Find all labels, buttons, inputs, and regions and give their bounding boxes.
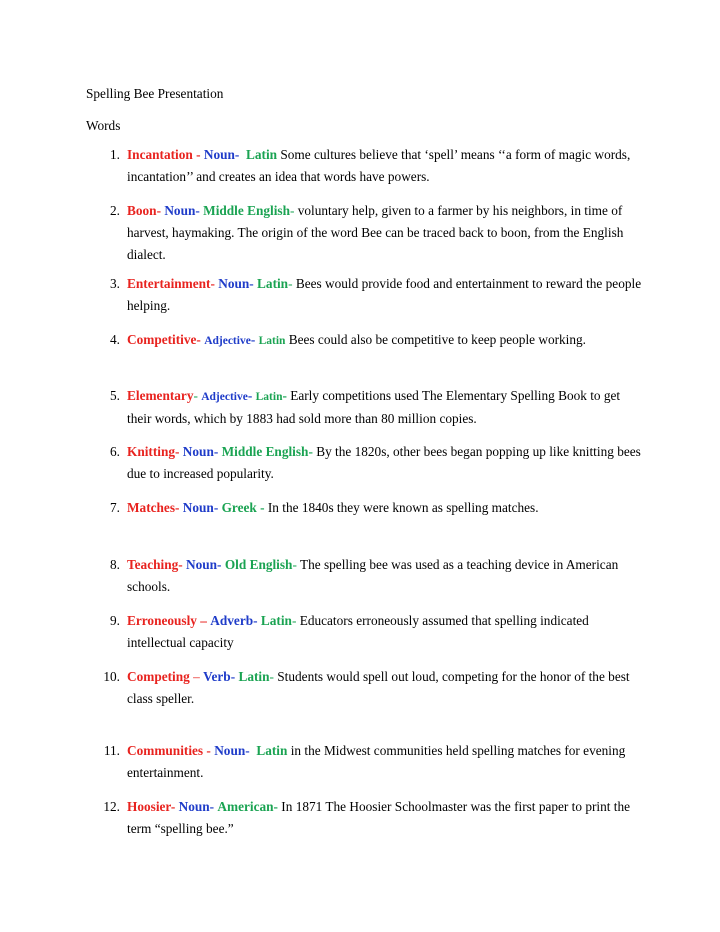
separator: - [209,799,215,814]
separator: - [195,203,200,218]
entry-part-of-speech: Noun [182,444,214,459]
entry-origin: Latin [255,391,283,403]
separator: - [213,500,219,515]
item-body [127,273,647,317]
separator: - [260,500,265,515]
entry-word: Competitive [127,332,197,347]
item-number: 1. [110,147,120,162]
entry-part-of-speech: Noun [203,147,235,162]
entry-part-of-speech: Noun [214,743,246,758]
entry-part-of-speech: Adjective [204,335,251,347]
separator: - [289,203,295,218]
item-number: 5. [110,388,120,403]
entry-word: Boon [127,203,157,218]
separator: - [170,799,176,814]
separator: – [193,669,200,684]
separator: - [291,613,297,628]
entry-description: voluntary help, given to a farmer by his neighbors, in time of harvest, haymaking. The origin of the word Bee can be traced back to boon, from the English dialect. [127,203,624,262]
separator: - [217,557,222,572]
item-body [127,385,647,430]
document-title: Spelling Bee Presentation [86,86,224,101]
separator: – [200,613,207,628]
separator: - [206,743,211,758]
entry-word: Erroneously [127,613,197,628]
item-body [127,554,647,598]
entry-origin: American [217,799,274,814]
separator: - [282,388,287,403]
entry-description: By the 1820s, other bees began popping up like knitting bees due to increased popularity. [127,444,641,481]
item-body [127,441,647,485]
entry-origin: Latin [256,743,288,758]
entry-description: Bees would provide food and entertainment to reward the people helping. [127,276,642,313]
item-body [127,329,647,352]
entry-part-of-speech: Adjective [201,391,248,403]
entry-description: In 1871 The Hoosier Schoolmaster was the first paper to print the term “spelling bee.” [127,799,631,836]
separator: - [247,388,253,403]
entry-description: Early competitions used The Elementary Spelling Book to get their words, which by 1883 had sold more than 80 million copies. [127,388,621,426]
item-number: 3. [110,276,120,291]
item-body [127,740,647,784]
item-number: 6. [110,444,120,459]
entry-word: Communities [127,743,204,758]
separator: - [273,799,278,814]
separator: - [230,669,236,684]
entry-description: The spelling bee was used as a teaching device in American schools. [127,557,619,594]
item-body [127,497,647,519]
entry-part-of-speech: Noun [182,500,214,515]
separator: - [308,444,313,459]
entry-word: Teaching [127,557,179,572]
item-body [127,610,647,654]
separator: - [193,388,198,403]
entry-part-of-speech: Noun [164,203,196,218]
separator: - [288,276,293,291]
entry-word: Entertainment [127,276,211,291]
entry-word: Competing [127,669,190,684]
separator: - [234,147,240,162]
entry-description: Educators erroneously assumed that spelling indicated intellectual capacity [127,613,589,650]
separator: - [175,444,180,459]
separator: - [245,743,250,758]
separator: - [156,203,161,218]
item-number: 8. [110,557,120,572]
item-number: 12. [103,799,120,814]
entry-part-of-speech: Noun [186,557,218,572]
entry-origin: Latin [246,147,278,162]
separator: - [253,613,258,628]
entry-origin: Latin [257,276,289,291]
item-body [127,796,647,840]
item-number: 4. [110,332,120,347]
separator: - [249,276,254,291]
entry-part-of-speech: Noun [178,799,210,814]
entry-origin: Middle English [221,444,309,459]
item-number: 11. [103,743,120,758]
entry-word: Elementary [127,388,194,403]
entry-origin: Old English [224,557,293,572]
entry-part-of-speech: Noun [218,276,250,291]
item-body [127,144,647,188]
item-body [127,200,647,266]
entry-origin: Latin [260,613,292,628]
separator: - [250,332,256,347]
item-number: 9. [110,613,120,628]
separator: - [196,332,201,347]
entry-word: Incantation [127,147,193,162]
separator: - [210,276,215,291]
separator: - [213,444,219,459]
section-heading: Words [86,118,121,133]
entry-description: In the 1840s they were known as spelling matches. [267,500,539,515]
entry-word: Matches [127,500,175,515]
item-number: 10. [103,669,120,684]
entry-description: Some cultures believe that ‘spell’ means ‘‘a form of magic words, incantation’’ and creates an idea that words have powers. [127,147,631,184]
entry-origin: Latin [238,669,270,684]
item-number: 2. [110,203,120,218]
entry-description: in the Midwest communities held spelling matches for evening entertainment. [127,743,626,780]
entry-description: Students would spell out loud, competing for the honor of the best class speller. [127,669,630,706]
entry-description: Bees could also be competitive to keep people working. [288,332,587,347]
entry-word: Knitting [127,444,176,459]
entry-word: Hoosier [127,799,171,814]
separator: - [178,557,183,572]
separator: - [292,557,297,572]
separator: - [196,147,201,162]
item-number: 7. [110,500,120,515]
entry-origin: Middle English [203,203,290,218]
separator: - [269,669,274,684]
entry-part-of-speech: Adverb [210,613,254,628]
entry-part-of-speech: Verb [203,669,231,684]
item-body [127,666,647,710]
entry-origin: Greek [221,500,257,515]
entry-origin: Latin [258,335,286,347]
separator: - [175,500,180,515]
